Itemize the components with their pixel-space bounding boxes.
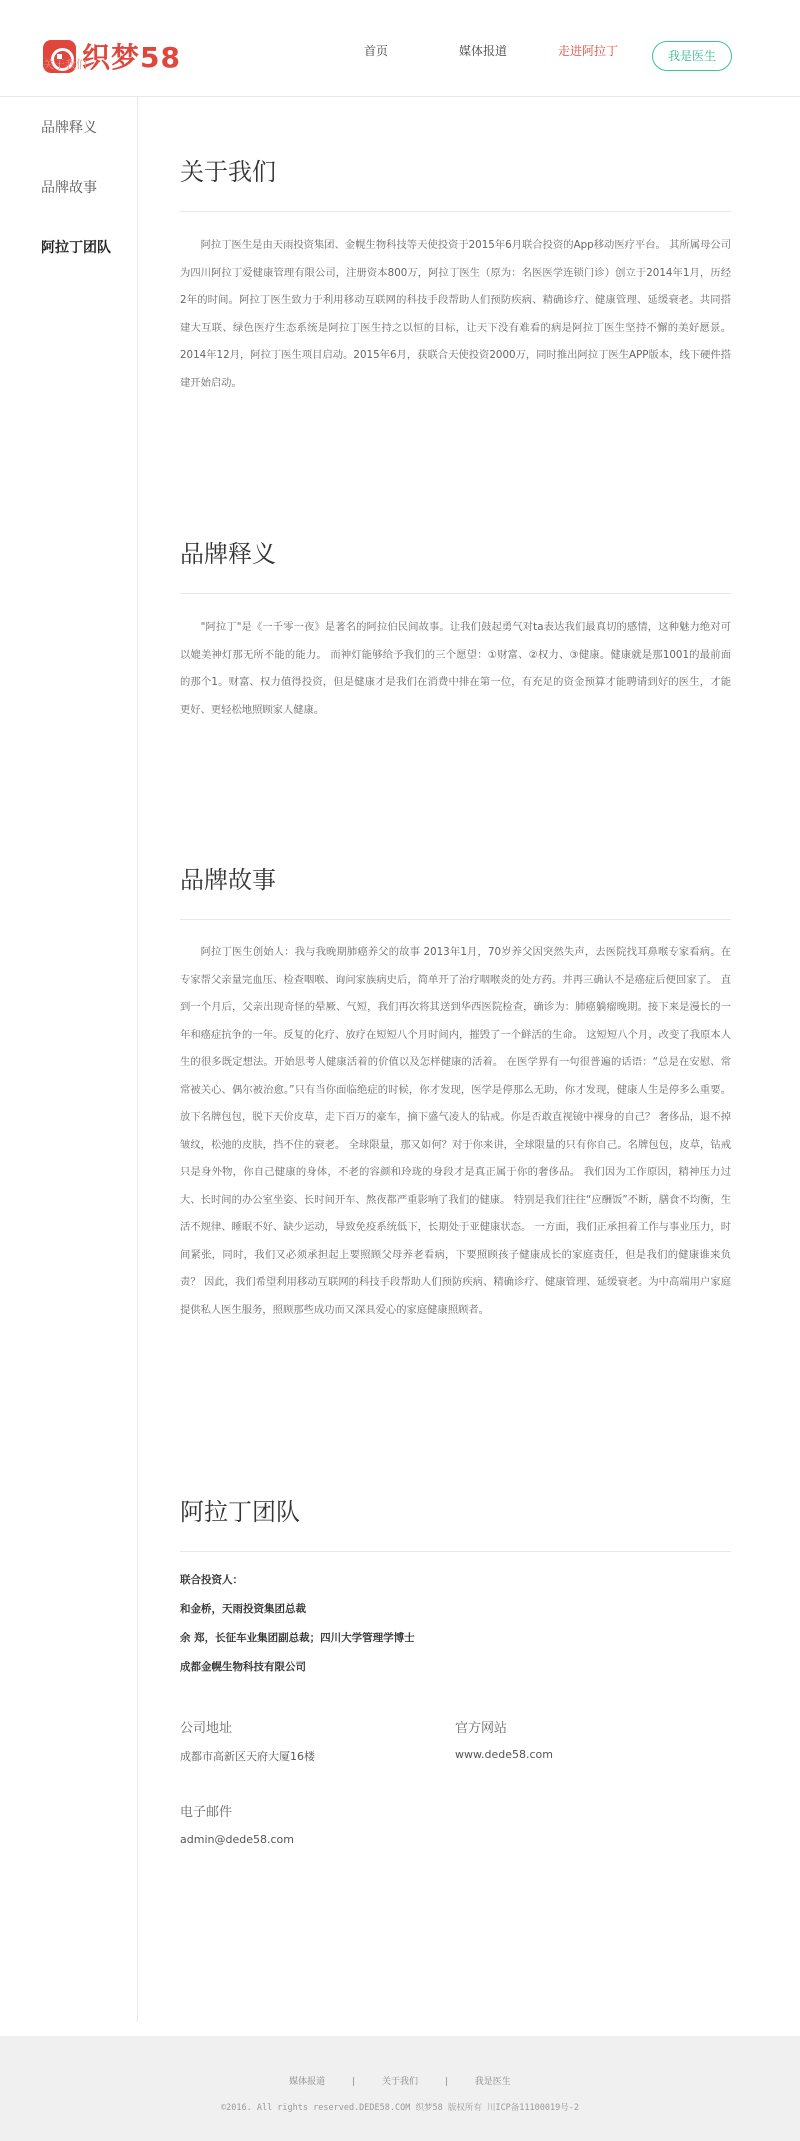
section-title-meaning: 品牌释义 <box>180 540 276 568</box>
sidebar-item-brand-story[interactable]: 品牌故事 <box>41 180 97 196</box>
address-label: 公司地址 <box>180 1721 233 1736</box>
logo-text: 织梦58 <box>82 41 181 74</box>
site-footer <box>0 2036 800 2141</box>
footer-links <box>0 2074 800 2087</box>
divider <box>180 211 731 212</box>
team-member: 和金桥，天雨投资集团总裁 <box>180 1603 306 1615</box>
email-link[interactable]: admin@dede58.com <box>180 1833 294 1846</box>
section-title-story: 品牌故事 <box>180 866 276 894</box>
sidebar-item-brand-meaning[interactable]: 品牌释义 <box>41 120 97 136</box>
footer-separator: | <box>444 2077 448 2087</box>
team-company: 成都金幌生物科技有限公司 <box>180 1661 306 1673</box>
footer-link-doctor[interactable]: 我是医生 <box>474 2077 511 2087</box>
story-text: 阿拉丁医生创始人：我与我晚期肺癌养父的故事 2013年1月，70岁养父因突然失声，去医院找耳鼻喉专家看病。在专家帮父亲量完血压、检查咽喉、询问家族病史后，简单开了治疗咽喉炎的处方药。并再三确认不是癌症后便回家了。 直到一个月后，父亲出现奇怪的晕厥、气短，我们再次将其送到华西医院检查，确诊为：肺癌躺瘤晚期。接下来是漫长的一年和癌症抗争的一年。反复的化疗、放疗在短短八个月时间内，摧毁了一个鲜活的生命。 这短短八个月，改变了我原本人生的很多既定想法。开始思考人健康活着的价值以及怎样健康的活着。 在医学界有一句很普遍的话语：“总是在安慰、常常被关心、偶尔被治愈。”只有当你面临绝症的时候，你才发现，医学是停那么无助，你才发现，健康人生是停多么重要。 放下名牌包包，脱下天价皮草，走下百万的豪车，摘下盛气凌人的钻戒。你是否敢直视镜中裸身的自己？ 奢侈品，退不掉皱纹，松弛的皮肤，挡不住的衰老。 全球限量，那又如何？对于你来讲，全球限量的只有你自己。名牌包包，皮草，钻戒只是身外物，你自己健康的身体，不老的容颜和玲珑的身段才是真正属于你的奢侈品。 我们因为工作原因，精神压力过大、长时间的办公室坐姿、长时间开车、熬夜都严重影响了我们的健康。 特别是我们往往“应酬饭”不断，膳食不均衡，生活不规律、睡眠不好、缺少运动，导致免疫系统低下，长期处于亚健康状态。 一方面，我们正承担着工作与事业压力，时间紧张，同时，我们又必须承担起上要照顾父母养老看病，下要照顾孩子健康成长的家庭责任，但是我们的健康谁来负责？ 因此，我们希望利用移动互联网的科技手段帮助人们预防疾病、精确诊疗、健康管理、延缓衰老。为中高端用户家庭提供私人医生服务，照顾那些成功而又深具爱心的家庭健康照顾者。 <box>180 946 731 1316</box>
divider <box>180 593 731 594</box>
sidebar <box>0 97 138 2022</box>
nav-home[interactable]: 首页 <box>364 44 389 58</box>
about-text: 阿拉丁医生是由天雨投资集团、金幌生物科技等天使投资于2015年6月联合投资的App移动医疗平台。 其所属母公司为四川阿拉丁爱健康管理有限公司，注册资本800万，阿拉丁医生（原为：名医医学连锁门诊）创立于2014年1月，历经2年的时间。阿拉丁医生致力于利用移动互联网的科技手段帮助人们预防疾病、精确诊疗、健康管理、延缓衰老。共同搭建大互联、绿色医疗生态系统是阿拉丁医生持之以恒的目标，让天下没有难看的病是阿拉丁医生坚持不懈的美好愿景。 2014年12月，阿拉丁医生项目启动。2015年6月，获联合天使投资2000万，同时推出阿拉丁医生APP版本，线下硬件搭建开始启动。 <box>180 239 731 389</box>
nav-media[interactable]: 媒体报道 <box>459 44 508 58</box>
website-label: 官方网站 <box>455 1721 508 1736</box>
footer-separator: | <box>352 2077 356 2087</box>
divider <box>180 1551 731 1552</box>
logo[interactable] <box>43 36 181 76</box>
site-header <box>0 0 800 97</box>
footer-link-about[interactable]: 关于我们 <box>381 2077 418 2087</box>
i-am-doctor-button[interactable]: 我是医生 <box>652 41 732 71</box>
section-title-about: 关于我们 <box>180 158 276 186</box>
footer-link-media[interactable]: 媒体报道 <box>289 2077 326 2087</box>
team-member: 余 郑，长征车业集团副总裁；四川大学管理学博士 <box>180 1632 415 1644</box>
copyright: ©2016. All rights reserved.DEDE58.COM 织梦58 版权所有 川ICP备11100019号-2 <box>221 2103 579 2113</box>
divider <box>180 919 731 920</box>
team-investors-label: 联合投资人： <box>180 1574 243 1586</box>
sidebar-item-team[interactable]: 阿拉丁团队 <box>41 240 111 256</box>
address-value: 成都市高新区天府大厦16楼 <box>180 1750 315 1763</box>
section-title-team: 阿拉丁团队 <box>180 1498 300 1526</box>
email-label: 电子邮件 <box>180 1805 233 1820</box>
meaning-text: "阿拉丁"是《一千零一夜》是著名的阿拉伯民间故事。让我们鼓起勇气对ta表达我们最真切的感情，这种魅力绝对可以媲美神灯那无所不能的能力。 而神灯能够给予我们的三个愿望：①财富、②权力、③健康。健康就是那1001的最前面的那个1。财富、权力值得投资，但是健康才是我们在消费中排在第一位，有充足的资金预算才能聘请到好的医生，才能更好、更轻松地照顾家人健康。 <box>180 621 731 716</box>
website-link[interactable]: www.dede58.com <box>455 1748 553 1761</box>
logo-subtitle: 关于我们 <box>43 58 87 71</box>
nav-about-aladdin[interactable]: 走进阿拉丁 <box>558 44 619 58</box>
